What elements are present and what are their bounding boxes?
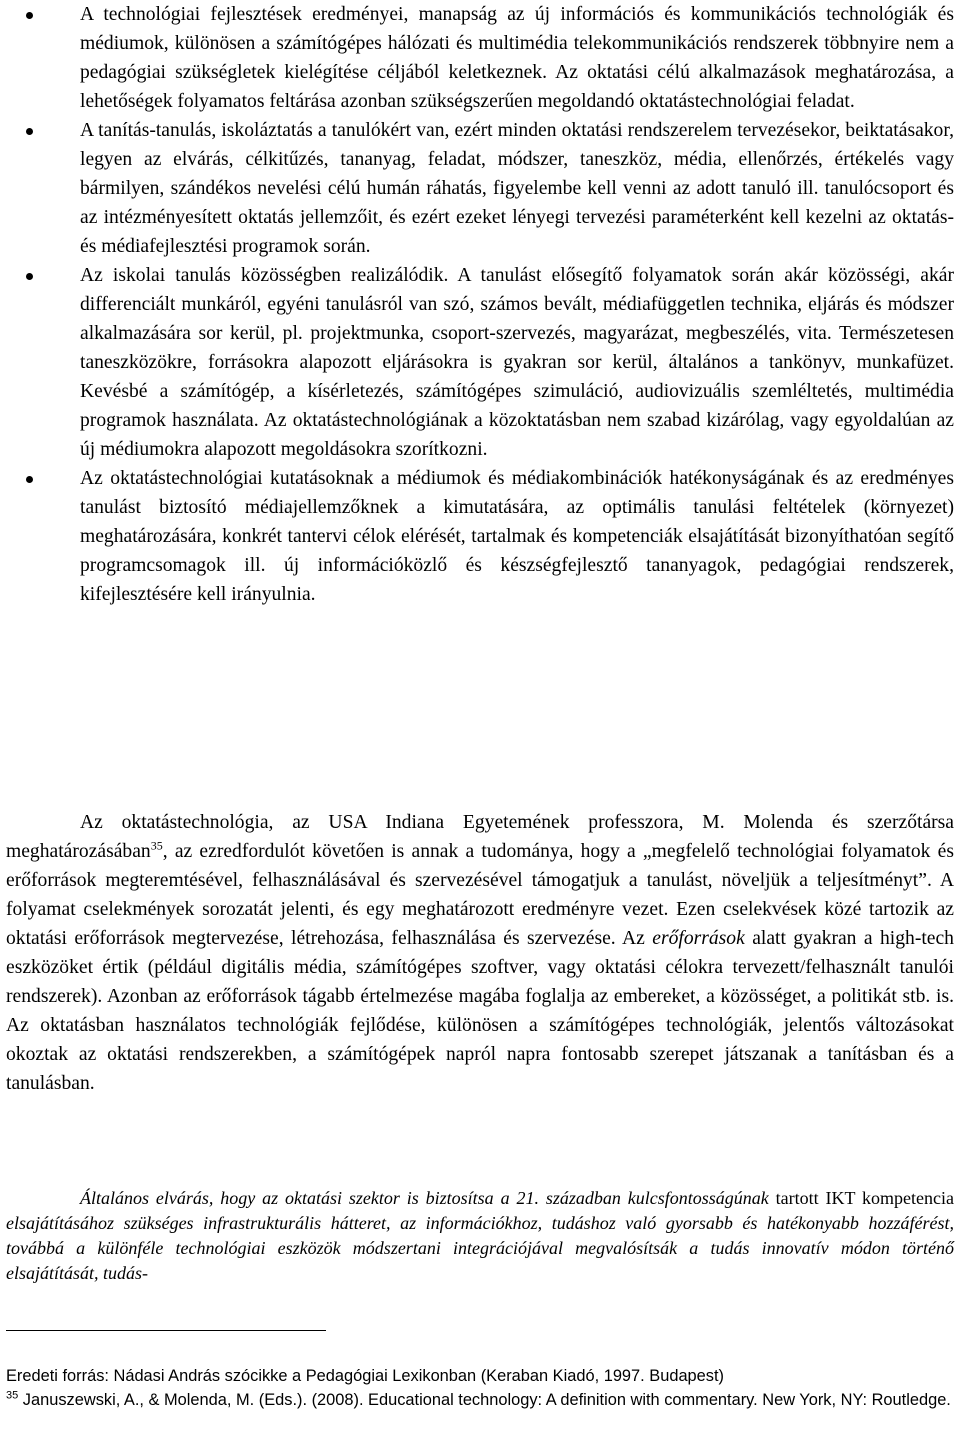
- paragraph-part-2: , az ezredfordulót követően is annak a tudománya, hogy a „megfelelő technológiai folyamatok és erőforrások megteremtésével, felhasználásával és szervezésével támogatjuk a tanulást, növeljük a teljesítményt”. A folyamat cselekmények sorozatát jelenti, és egy meghatározott eredményre vezet. Ezen cselekvések közé tartozik az oktatási erőforrások megtervezése, létrehozása, felhasználása és szervezése. Az: [6, 841, 954, 949]
- bullet-icon: [26, 476, 33, 483]
- bullet-item-3: [0, 261, 960, 464]
- footnote-ref[interactable]: 35: [150, 838, 163, 853]
- bullet-icon: [26, 273, 33, 280]
- footnote-text: Januszewski, A., & Molenda, M. (Eds.). (2008). Educational technology: A definition with commentary. New York, NY: Routledge.: [18, 1391, 951, 1409]
- bullet-text: A technológiai fejlesztések eredményei, manapság az új információs és kommunikációs technológiák és médiumok, különösen a számítógépes hálózati és multimédia telekommunikációs rendszerek többnyire nem a pedagógiai szükségletek kielégítése céljából keletkeznek. Az oktatási célú alkalmazások meghatározása, a lehetőségek folyamatos feltárása azonban szükségszerűen megoldandó oktatástechnológiai feladat.: [80, 4, 954, 112]
- bullet-text: Az iskolai tanulás közösségben realizálódik. A tanulást elősegítő folyamatok során akár közösségi, akár differenciált munkáról, egyéni tanulásról van szó, számos bevált, médiafüggetlen technika, eljárás és módszer alkalmazására sor kerül, pl. projektmunka, csoport-szervezés, magyarázat, megbeszélés, vita. Természetesen taneszközökre, forrásokra alapozott eljárásokra is gyakran sor kerül, általános a tankönyv, munkafüzet. Kevésbé a számítógép, a kísérletezés, számítógépes szimuláció, audiovizuális szemléltetés, multimédia programok használata. Az oktatástechnológiának a közoktatásban nem szabad kizárólag, vagy egyoldalúan az új médiumokra alapozott megoldásokra szorítkozni.: [80, 265, 954, 460]
- quote-italic-1: Általános elvárás, hogy az oktatási szektor is biztosítsa a 21. században kulcsfontosságúnak: [80, 1188, 776, 1208]
- bullet-text: Az oktatástechnológiai kutatásoknak a médiumok és médiakombinációk hatékonyságának és az eredményes tanulást biztosító médiajellemzőknek a kimutatására, az optimális tanulási feltételek (környezet) meghatározására, konkrét tantervi célok elérését, tartalmak és kompetenciák elsajátítását bizonyíthatóan segítő programcsomagok ill. új információközlő és készségfejlesztő tananyagok, pedagógiai rendszerek, kifejlesztésére kell irányulnia.: [80, 468, 954, 605]
- footnotes: [6, 1364, 954, 1412]
- footnote-source: Eredeti forrás: Nádasi András szócikke a Pedagógiai Lexikonban (Keraban Kiadó, 1997. Budapest): [6, 1367, 724, 1385]
- footnote-divider: [6, 1330, 326, 1331]
- footnote-35: [6, 1388, 954, 1412]
- bullet-icon: [26, 12, 33, 19]
- bullet-icon: [26, 128, 33, 135]
- bullet-item-2: [0, 116, 960, 261]
- italic-paragraph: [6, 1186, 954, 1286]
- quote-italic-2: elsajátításához szükséges infrastrukturális hátteret, az információkhoz, tudáshoz való gyorsabb és hatékonyabb hozzáférést, továbbá a különféle technológiai eszközök módszertani integrációjával megvalósítsák a tudás innovatív módon történő elsajátítását, tudás-: [6, 1213, 954, 1283]
- bullet-item-4: [0, 464, 960, 609]
- paragraph-part-3: alatt gyakran a high-tech eszközöket értik (például digitális média, számítógépes szoftver, vagy oktatási célokra tervezett/felhasznált tanulói rendszerek). Azonban az erőforrások tágabb értelmezése magába foglalja az embereket, a közösséget, a politikát stb. is. Az oktatásban használatos technológiák fejlődése, különösen a számítógépes technológiák, jelentős változásokat okoztak az oktatási rendszerekben, a számítógépek napról napra fontosabb szerepet játszanak a tanításban és a tanulásban.: [6, 928, 954, 1094]
- bullet-item-1: [0, 0, 960, 116]
- footnote-number: 35: [6, 1389, 19, 1402]
- quote-normal: tartott IKT kompetencia: [775, 1188, 954, 1208]
- body-paragraph: [6, 808, 954, 1098]
- bullet-text: A tanítás-tanulás, iskoláztatás a tanulókért van, ezért minden oktatási rendszerelem tervezésekor, beiktatásakor, legyen az elvárás, célkitűzés, tananyag, feladat, módszer, taneszköz, média, ellenőrzés, értékelés vagy bármilyen, szándékos nevelési célú humán ráhatás, figyelembe kell venni az adott tanuló ill. tanulócsoport és az intézményesített oktatás jellemzőit, és ezért ezeket lényegi tervezési paraméterként kell kezelni az oktatás- és médiafejlesztési programok során.: [80, 120, 954, 257]
- paragraph-part-1: Az oktatástechnológia, az USA Indiana Egyetemének professzora, M. Molenda és szerzőtársa meghatározásában: [6, 812, 954, 862]
- emphasis-term: erőforrások: [652, 928, 745, 949]
- bullet-list: [0, 0, 960, 609]
